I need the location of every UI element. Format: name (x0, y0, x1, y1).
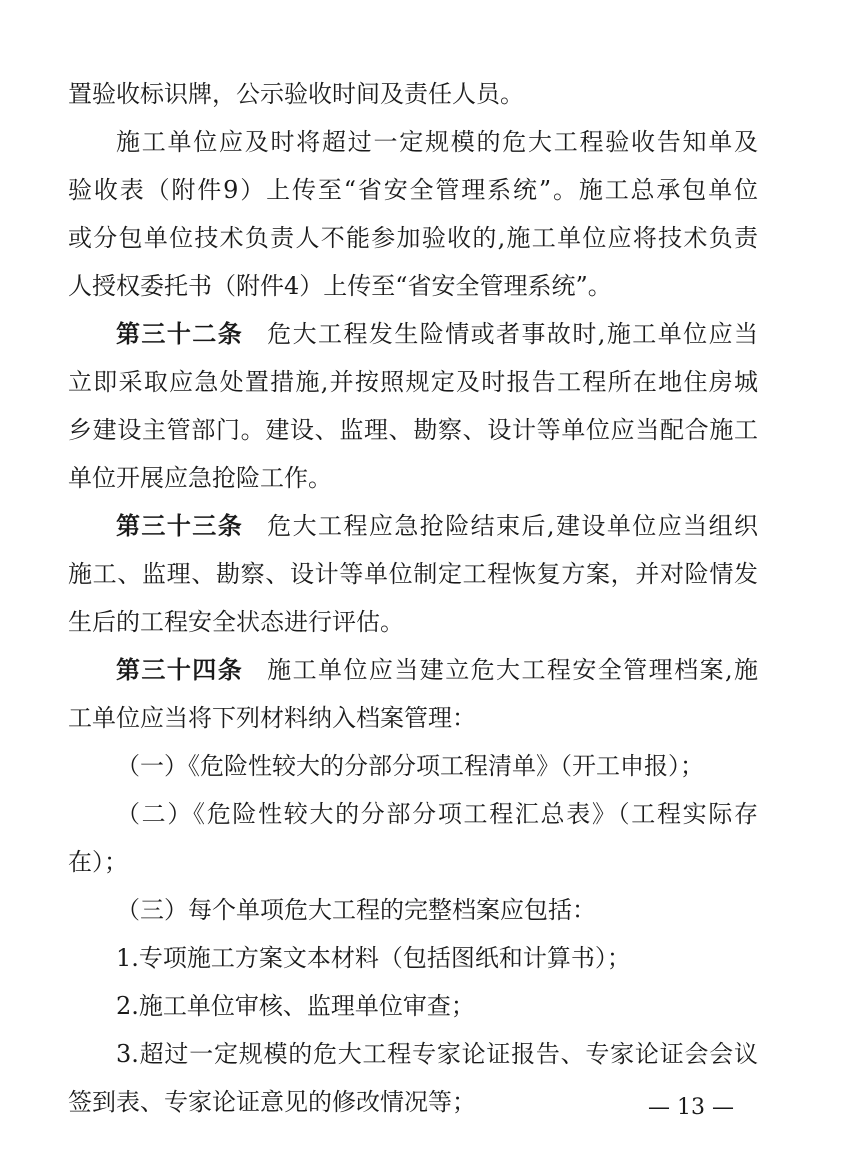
article-text: 危大工程发生险情或者事故时,施工单位应当 (267, 320, 758, 348)
page-number: — 13 — (648, 1095, 734, 1120)
article-heading: 第三十三条 (116, 512, 244, 540)
paragraph-line: 验收表（附件9）上传至“省安全管理系统”。施工总承包单位 (68, 176, 758, 204)
paragraph-line: 或分包单位技术负责人不能参加验收的,施工单位应将技术负责 (68, 224, 758, 252)
article-heading: 第三十二条 (116, 320, 244, 348)
list-item: （二）《危险性较大的分部分项工程汇总表》（工程实际存 (116, 800, 758, 828)
list-item: （三）每个单项危大工程的完整档案应包括： (116, 896, 596, 924)
article-32-first-line (116, 314, 758, 354)
list-item: 2.施工单位审核、监理单位审查； (116, 992, 475, 1020)
paragraph-line: 单位开展应急抢险工作。 (68, 464, 332, 492)
paragraph-line: 人授权委托书（附件4）上传至“省安全管理系统”。 (68, 272, 612, 300)
article-text: 危大工程应急抢险结束后,建设单位应当组织 (267, 512, 758, 540)
paragraph-line: 生后的工程安全状态进行评估。 (68, 608, 404, 636)
article-text: 施工单位应当建立危大工程安全管理档案,施 (267, 656, 758, 684)
paragraph-line: 施工、监理、勘察、设计等单位制定工程恢复方案，并对险情发 (68, 560, 758, 588)
article-34-first-line (116, 650, 758, 690)
list-item-continuation: 在）； (68, 848, 128, 876)
list-item: （一）《危险性较大的分部分项工程清单》（开工申报）； (116, 752, 704, 780)
paragraph-line: 立即采取应急处置措施,并按照规定及时报告工程所在地住房城 (68, 368, 758, 396)
list-item: 3.超过一定规模的危大工程专家论证报告、专家论证会会议 (116, 1040, 758, 1068)
paragraph-line: 置验收标识牌，公示验收时间及责任人员。 (68, 80, 524, 108)
article-heading: 第三十四条 (116, 656, 244, 684)
article-33-first-line (116, 506, 758, 546)
list-item-continuation: 签到表、专家论证意见的修改情况等； (68, 1088, 476, 1116)
paragraph-line: 工单位应当将下列材料纳入档案管理： (68, 704, 476, 732)
paragraph-line: 乡建设主管部门。建设、监理、勘察、设计等单位应当配合施工 (68, 416, 758, 444)
list-item: 1.专项施工方案文本材料（包括图纸和计算书）； (116, 944, 631, 972)
paragraph-line: 施工单位应及时将超过一定规模的危大工程验收告知单及 (116, 128, 758, 156)
